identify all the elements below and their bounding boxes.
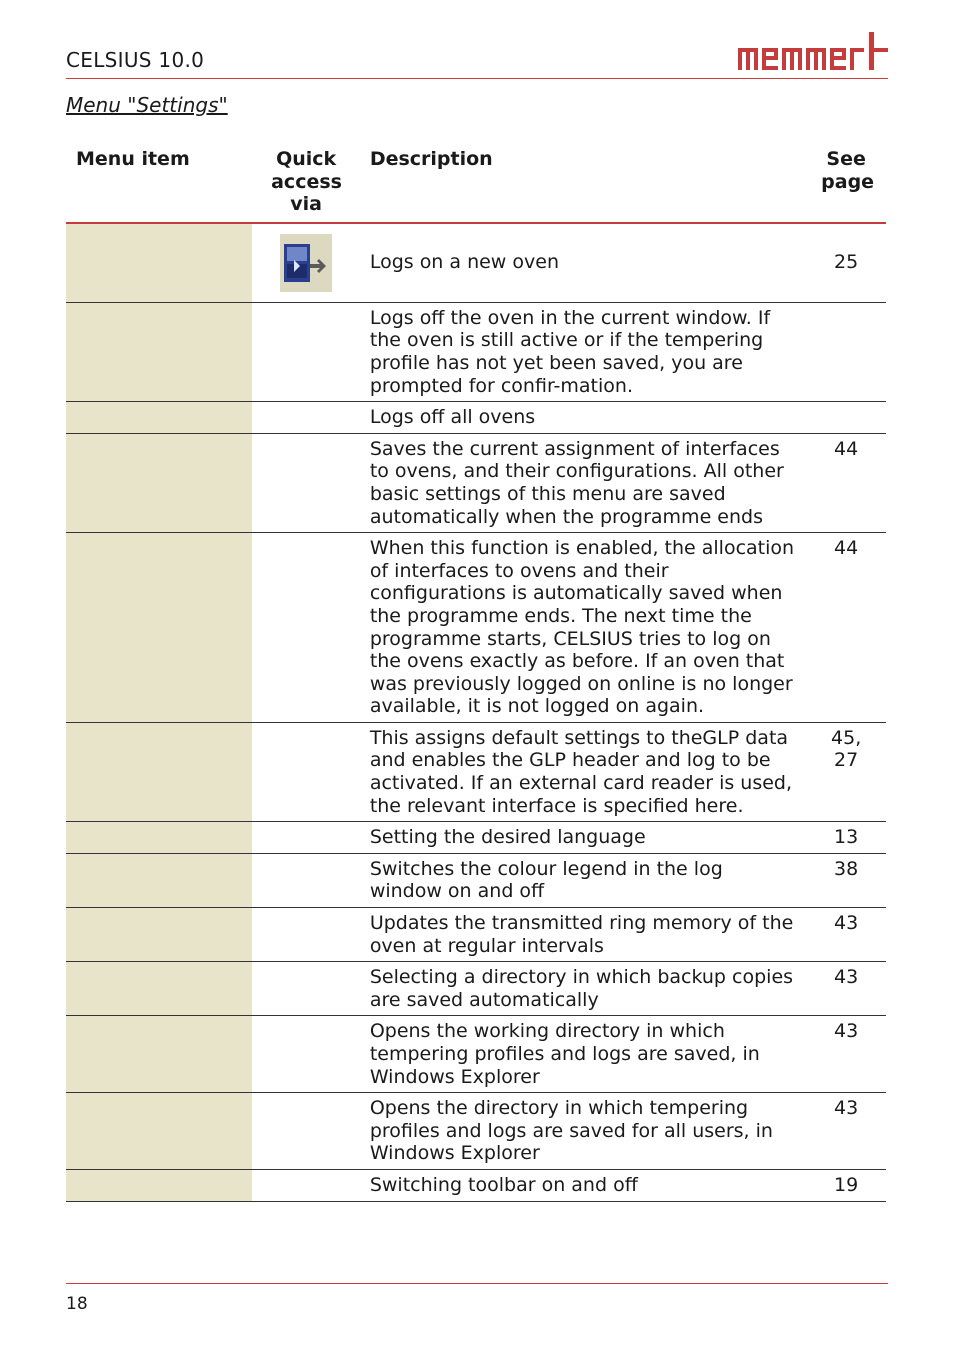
- description-cell: Logs on a new oven: [360, 223, 806, 303]
- menu-item-cell: [66, 302, 252, 401]
- see-page-cell: 43: [806, 962, 886, 1016]
- table-row: [66, 853, 886, 907]
- see-page-cell: 43: [806, 1093, 886, 1170]
- table-row: [66, 1093, 886, 1170]
- description-cell: Opens the working directory in which tempering profiles and logs are saved, in Windows Explorer: [360, 1016, 806, 1093]
- quick-access-cell: [252, 853, 359, 907]
- description-cell: Switching toolbar on and off: [360, 1169, 806, 1201]
- footer-rule: [66, 1283, 888, 1284]
- description-cell: Selecting a directory in which backup copies are saved automatically: [360, 962, 806, 1016]
- table-row: [66, 1016, 886, 1093]
- see-page-cell: 38: [806, 853, 886, 907]
- doc-title: CELSIUS 10.0: [66, 48, 205, 72]
- quick-access-cell: [252, 1169, 359, 1201]
- see-page-cell: [806, 402, 886, 434]
- menu-item-cell: [66, 433, 252, 532]
- column-header-see-page-label: See page: [821, 148, 875, 193]
- quick-access-cell: [252, 533, 359, 723]
- description-cell: Opens the directory in which tempering profiles and logs are saved for all users, in Windows Explorer: [360, 1093, 806, 1170]
- quick-access-cell: [252, 722, 359, 821]
- menu-item-cell: [66, 962, 252, 1016]
- quick-access-cell: [252, 402, 359, 434]
- page-number: 18: [66, 1294, 88, 1314]
- table-row: [66, 1169, 886, 1201]
- quick-access-cell: [252, 1016, 359, 1093]
- see-page-cell: 19: [806, 1169, 886, 1201]
- quick-access-cell: [252, 433, 359, 532]
- quick-access-cell: [252, 1093, 359, 1170]
- see-page-cell: 44: [806, 533, 886, 723]
- table-header-row: [66, 140, 886, 223]
- column-header-menu-item: Menu item: [66, 140, 252, 223]
- table-row: [66, 822, 886, 854]
- header-rule: [66, 78, 888, 79]
- table-row: [66, 433, 886, 532]
- column-header-quick-access: [252, 140, 359, 223]
- table-row: [66, 302, 886, 401]
- menu-item-cell: [66, 1169, 252, 1201]
- menu-item-cell: [66, 722, 252, 821]
- table-row: [66, 722, 886, 821]
- quick-access-cell: [252, 962, 359, 1016]
- settings-menu-table: [66, 140, 886, 1202]
- description-cell: Saves the current assignment of interfaces to ovens, and their configurations. All other basic settings of this menu are saved automatically when the programme ends: [360, 433, 806, 532]
- quick-access-cell: [252, 223, 359, 303]
- see-page-cell: [806, 302, 886, 401]
- quick-access-cell: [252, 302, 359, 401]
- menu-item-cell: [66, 1016, 252, 1093]
- description-cell: Logs off the oven in the current window. If the oven is still active or if the tempering profile has not yet been saved, you are prompted for confir-mation.: [360, 302, 806, 401]
- menu-item-cell: [66, 853, 252, 907]
- menu-item-cell: [66, 402, 252, 434]
- oven-logon-icon[interactable]: [280, 234, 332, 292]
- menu-item-cell: [66, 1093, 252, 1170]
- description-cell: Updates the transmitted ring memory of the oven at regular intervals: [360, 908, 806, 962]
- see-page-cell: 43: [806, 1016, 886, 1093]
- menu-item-cell: [66, 822, 252, 854]
- see-page-cell: 25: [806, 223, 886, 303]
- description-cell: When this function is enabled, the allocation of interfaces to ovens and their configurations is automatically saved when the programme ends. The next time the programme starts, CELSIUS tries to log on the ovens exactly as before. If an oven that was previously logged on online is no longer available, it is not logged on again.: [360, 533, 806, 723]
- column-header-see-page: [806, 140, 886, 223]
- description-cell: Logs off all ovens: [360, 402, 806, 434]
- description-cell: Switches the colour legend in the log window on and off: [360, 853, 806, 907]
- column-header-quick-access-label: Quick access via: [271, 148, 342, 216]
- see-page-cell: 13: [806, 822, 886, 854]
- section-title: Menu "Settings": [66, 93, 228, 117]
- table-row: [66, 402, 886, 434]
- see-page-cell: 45, 27: [806, 722, 886, 821]
- quick-access-cell: [252, 822, 359, 854]
- see-page-cell: 43: [806, 908, 886, 962]
- table-row: [66, 962, 886, 1016]
- menu-item-cell: [66, 908, 252, 962]
- description-cell: This assigns default settings to theGLP data and enables the GLP header and log to be activated. If an external card reader is used, the relevant interface is specified here.: [360, 722, 806, 821]
- memmert-logo: [736, 30, 890, 72]
- see-page-cell: 44: [806, 433, 886, 532]
- table-row: [66, 533, 886, 723]
- column-header-description: Description: [360, 140, 806, 223]
- table-row: [66, 223, 886, 303]
- description-cell: Setting the desired language: [360, 822, 806, 854]
- table-row: [66, 908, 886, 962]
- quick-access-cell: [252, 908, 359, 962]
- menu-item-cell: [66, 533, 252, 723]
- menu-item-cell: [66, 223, 252, 303]
